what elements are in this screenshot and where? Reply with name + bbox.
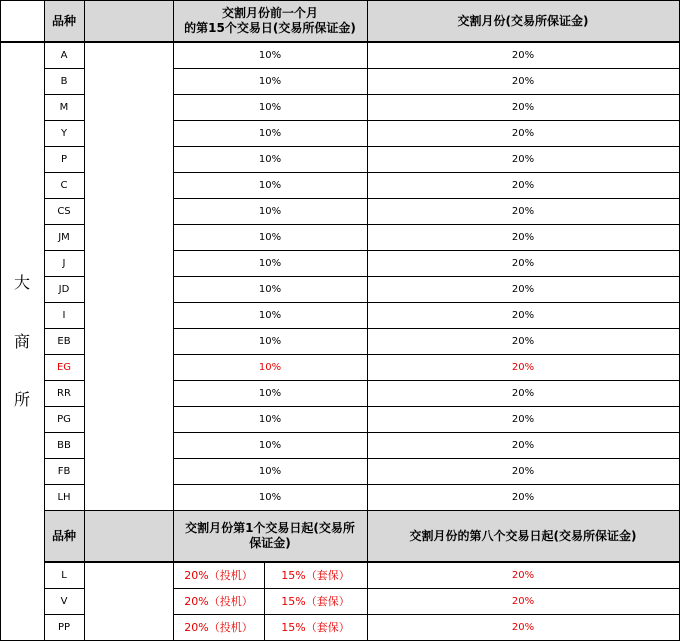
grid-line-h (44, 432, 85, 433)
margin-before-delivery: 10% (258, 335, 282, 347)
product-code: J (62, 257, 66, 269)
grid-line-v (84, 0, 85, 641)
product-code: EG (56, 361, 72, 373)
product-code: FB (57, 465, 71, 477)
grid-line-h (173, 94, 680, 95)
grid-line-h (44, 68, 85, 69)
margin-before-delivery: 10% (258, 231, 282, 243)
header-blank (84, 0, 173, 42)
product-code: M (59, 101, 69, 113)
grid-line-h (44, 302, 85, 303)
grid-line-h (44, 561, 680, 563)
margin-delivery-month: 20% (511, 101, 535, 113)
product-code: Y (60, 127, 68, 139)
grid-line-h (44, 120, 85, 121)
grid-line-h (173, 224, 680, 225)
product-code: P (60, 153, 68, 165)
margin-delivery-month: 20% (511, 127, 535, 139)
product-code: L (61, 569, 67, 581)
grid-line-h (173, 614, 680, 615)
margin-before-delivery: 10% (258, 309, 282, 321)
margin-before-delivery: 10% (258, 439, 282, 451)
header2-product: 品种 (44, 510, 84, 562)
product-code: BB (57, 439, 71, 451)
margin-before-delivery: 10% (258, 413, 282, 425)
margin-delivery-month: 20% (511, 231, 535, 243)
grid-line-v (44, 0, 45, 641)
exchange-char: 商 (13, 331, 30, 351)
margin-delivery-month: 20% (511, 75, 535, 87)
grid-line-h (173, 276, 680, 277)
product-code: I (62, 309, 66, 321)
grid-line-h (173, 432, 680, 433)
margin-delivery-month: 20% (511, 153, 535, 165)
margin-before-delivery: 10% (258, 179, 282, 191)
margin-speculation: 20%（投机） (184, 569, 253, 582)
margin-before-delivery: 10% (258, 257, 282, 269)
grid-line-h (44, 614, 85, 615)
grid-line-v (0, 0, 1, 641)
product-code: JM (58, 231, 70, 243)
margin-hedge: 15%（套保） (281, 569, 350, 582)
grid-line-h (173, 354, 680, 355)
margin-delivery-month: 20% (511, 335, 535, 347)
product-code: LH (57, 491, 71, 503)
grid-line-h (44, 484, 85, 485)
margin-delivery-month: 20% (511, 413, 535, 425)
grid-line-h (44, 380, 85, 381)
header2-col-b: 交割月份的第八个交易日起(交易所保证金) (367, 510, 679, 562)
grid-line-v (264, 562, 265, 641)
margin-delivery-month: 20% (511, 465, 535, 477)
margin-delivery-month: 20% (511, 491, 535, 503)
margin-before-delivery: 10% (258, 491, 282, 503)
grid-line-h (173, 250, 680, 251)
margin-eighth-day: 20% (511, 595, 535, 607)
margin-before-delivery: 10% (258, 127, 282, 139)
grid-line-h (173, 198, 680, 199)
margin-hedge: 15%（套保） (281, 621, 350, 634)
grid-line-h (173, 120, 680, 121)
grid-line-h (44, 94, 85, 95)
margin-delivery-month: 20% (511, 179, 535, 191)
grid-line-h (44, 146, 85, 147)
grid-line-h (44, 328, 85, 329)
grid-line-h (173, 302, 680, 303)
margin-eighth-day: 20% (511, 569, 535, 581)
header-col-a: 交割月份前一个月 的第15个交易日(交易所保证金) (173, 0, 367, 42)
grid-line-h (173, 68, 680, 69)
grid-line-h (173, 484, 680, 485)
grid-line-h (44, 172, 85, 173)
margin-before-delivery: 10% (258, 101, 282, 113)
product-code: PG (57, 413, 71, 425)
margin-before-delivery: 10% (258, 49, 282, 61)
grid-line-h (0, 41, 680, 43)
margin-delivery-month: 20% (511, 283, 535, 295)
grid-line-h (173, 458, 680, 459)
margin-delivery-month: 20% (511, 257, 535, 269)
grid-line-h (44, 510, 680, 511)
margin-delivery-month: 20% (511, 387, 535, 399)
product-code: RR (57, 387, 71, 399)
header-product: 品种 (44, 0, 84, 42)
product-code: V (60, 595, 68, 607)
grid-line-h (44, 588, 85, 589)
product-code: CS (57, 205, 71, 217)
product-code: C (60, 179, 68, 191)
margin-delivery-month: 20% (511, 205, 535, 217)
exchange-label (0, 270, 44, 410)
margin-delivery-month: 20% (511, 361, 535, 373)
grid-line-h (173, 380, 680, 381)
header-col-b: 交割月份(交易所保证金) (367, 0, 679, 42)
grid-line-h (173, 328, 680, 329)
grid-line-h (44, 224, 85, 225)
margin-before-delivery: 10% (258, 75, 282, 87)
grid-line-h (44, 354, 85, 355)
header2-col-a: 交割月份第1个交易日起(交易所 保证金) (173, 510, 367, 562)
margin-eighth-day: 20% (511, 621, 535, 633)
product-code: JD (58, 283, 70, 295)
margin-hedge: 15%（套保） (281, 595, 350, 608)
margin-before-delivery: 10% (258, 465, 282, 477)
grid-line-h (173, 146, 680, 147)
grid-line-h (0, 0, 680, 1)
header2-blank (84, 510, 173, 562)
margin-before-delivery: 10% (258, 361, 282, 373)
grid-line-h (173, 406, 680, 407)
grid-line-h (44, 458, 85, 459)
margin-speculation: 20%（投机） (184, 595, 253, 608)
product-code: EB (57, 335, 71, 347)
grid-line-h (44, 276, 85, 277)
exchange-char: 所 (13, 390, 30, 409)
margin-delivery-month: 20% (511, 309, 535, 321)
margin-delivery-month: 20% (511, 439, 535, 451)
grid-line-h (44, 250, 85, 251)
product-code: PP (57, 621, 71, 633)
margin-before-delivery: 10% (258, 387, 282, 399)
grid-line-v (173, 0, 174, 641)
margin-before-delivery: 10% (258, 153, 282, 165)
product-code: A (60, 49, 68, 61)
grid-line-h (173, 588, 680, 589)
product-code: B (60, 75, 68, 87)
grid-line-h (173, 172, 680, 173)
margin-delivery-month: 20% (511, 49, 535, 61)
margin-before-delivery: 10% (258, 205, 282, 217)
exchange-char: 大 (13, 273, 30, 292)
grid-line-h (44, 406, 85, 407)
margin-speculation: 20%（投机） (184, 621, 253, 634)
grid-line-v (367, 0, 368, 641)
grid-line-h (44, 198, 85, 199)
margin-before-delivery: 10% (258, 283, 282, 295)
